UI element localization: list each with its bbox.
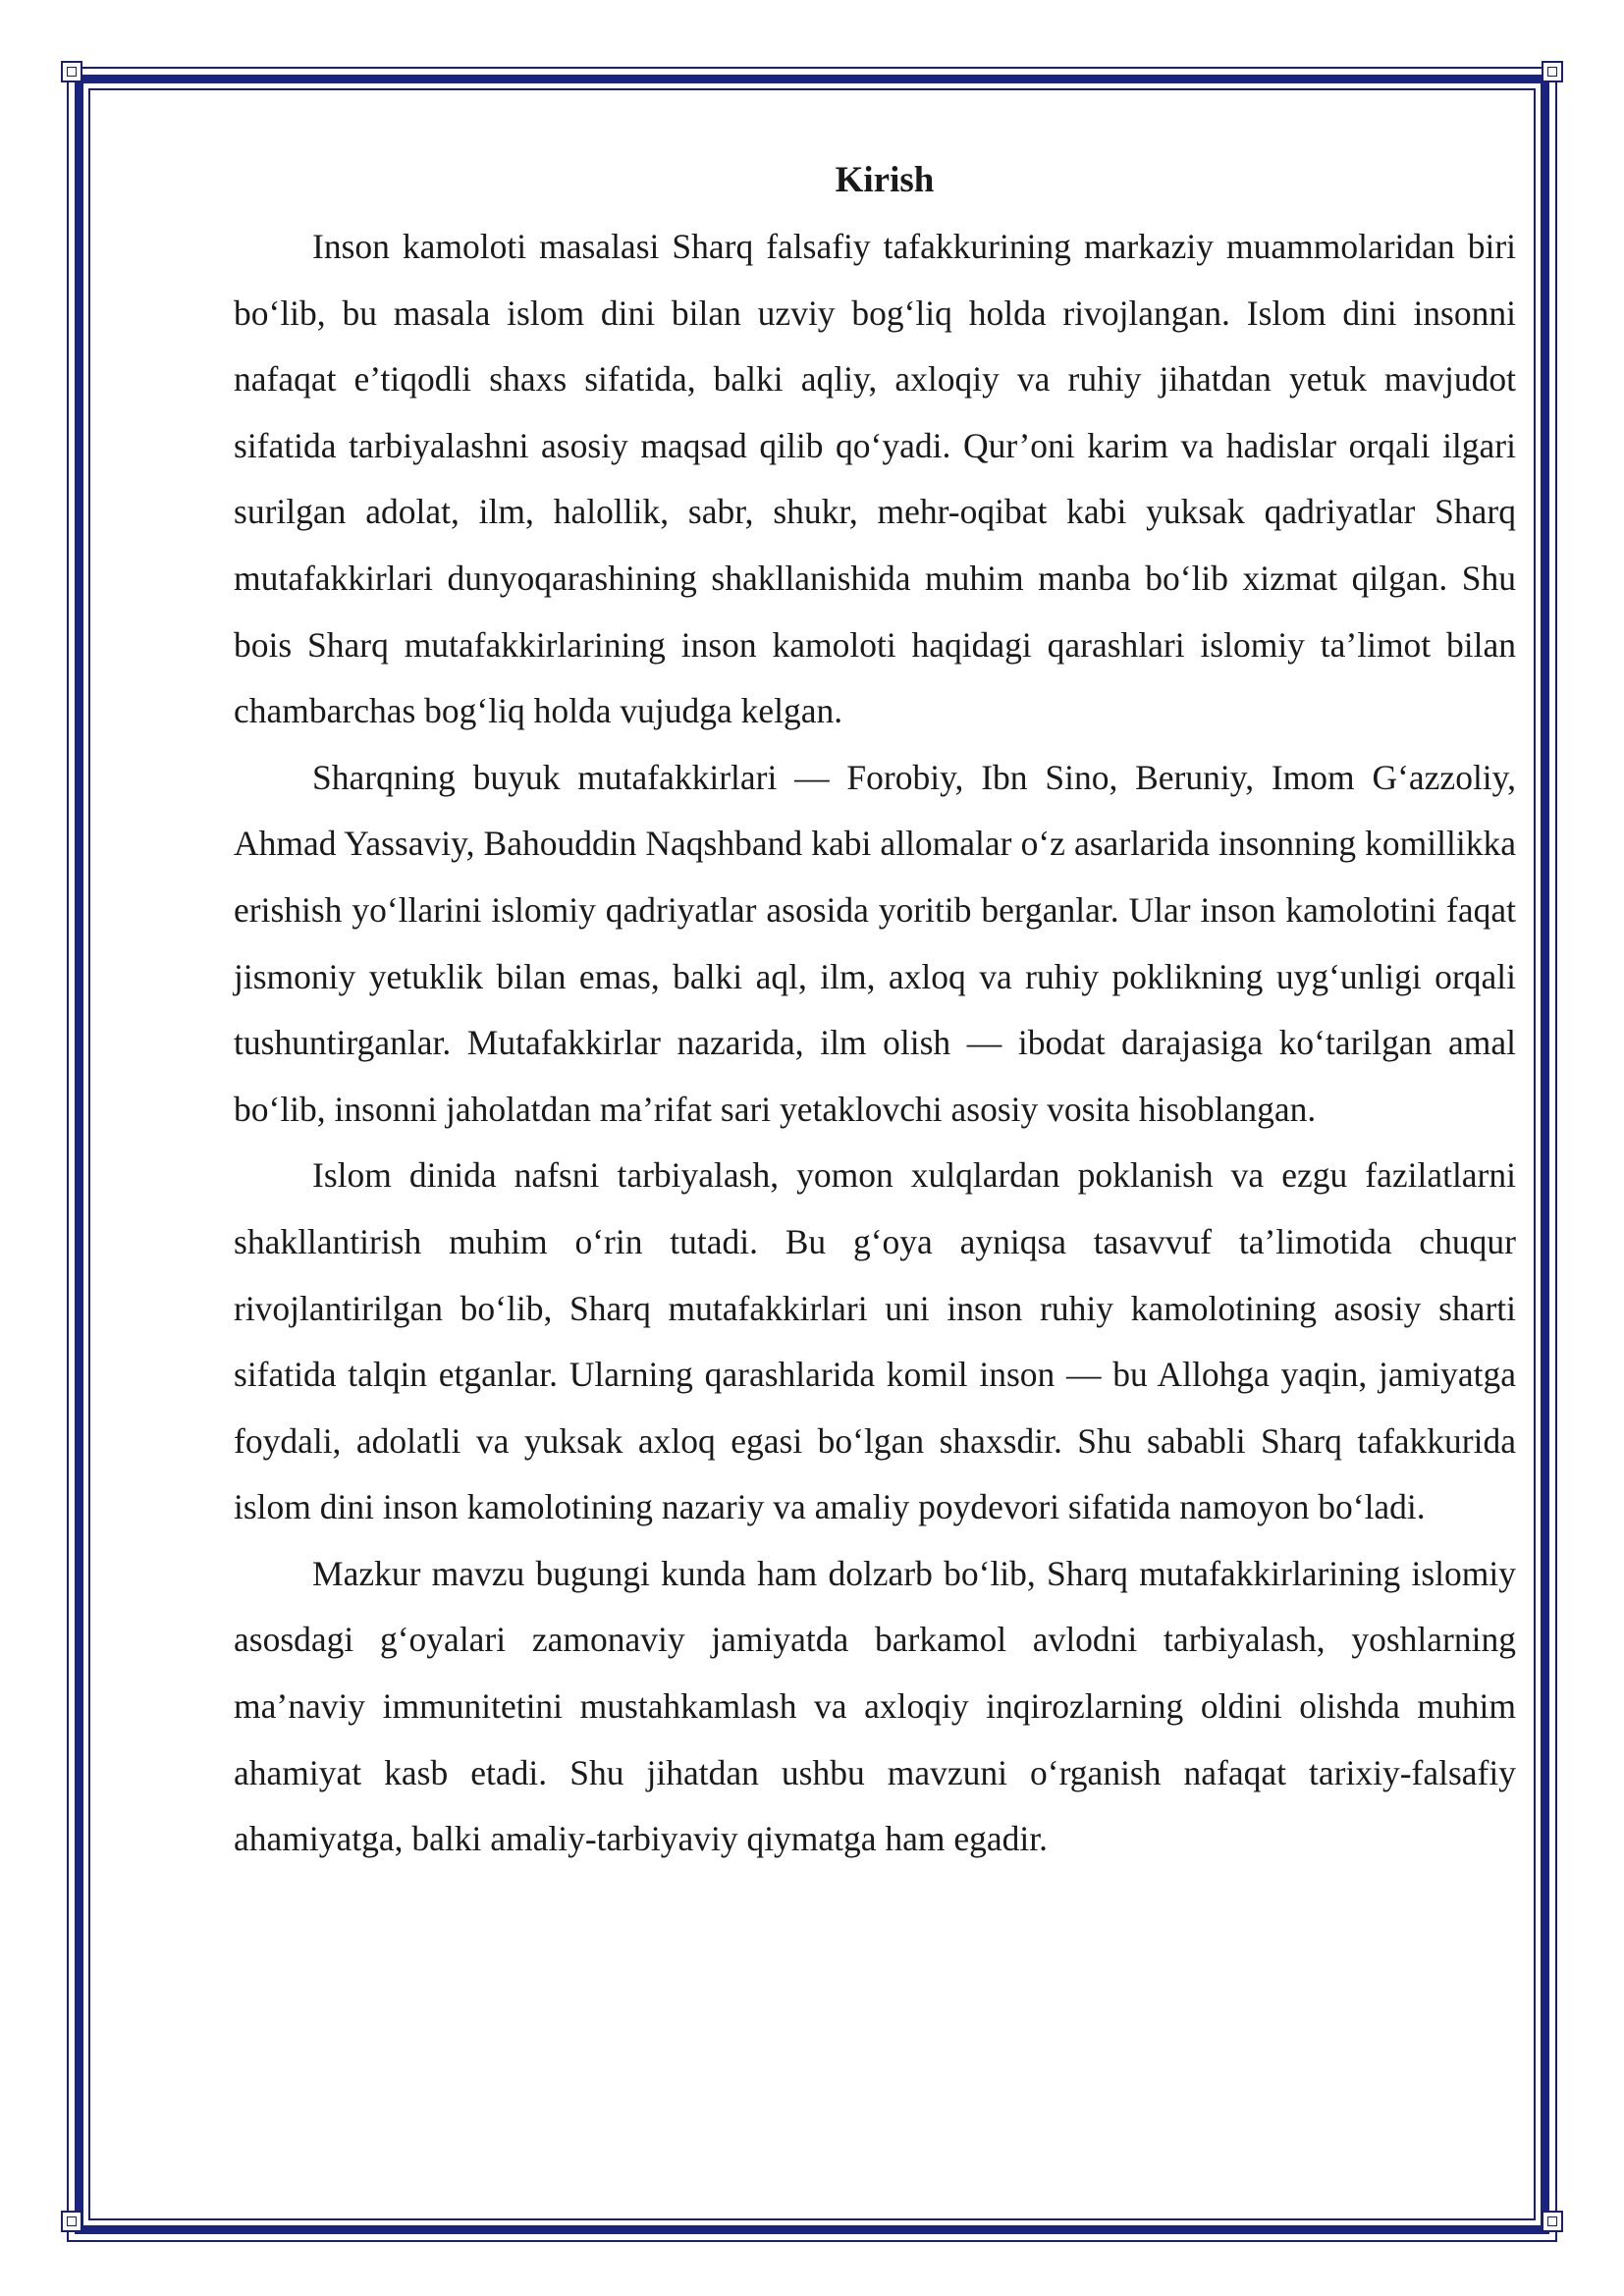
paragraph-3: Islom dinida nafsni tarbiyalash, yomon xulqlardan poklanish va ezgu fazilatlarni shakllantirish muhim o‘rin tutadi. Bu g‘oya ayniqsa tasavvuf ta’limotida chuqur rivojlantirilgan bo‘lib, Sharq mutafakkirlari uni inson ruhiy kamolotining asosiy sharti sifatida talqin etganlar. Ularning qarashlarida komil inson — bu Allohga yaqin, jamiyatga foydali, adolatli va yuksak axloq egasi bo‘lgan shaxsdir. Shu sababli Sharq tafakkurida islom dini inson kamolotining nazariy va amaliy poydevori sifatida namoyon bo‘ladi.: [234, 1155, 1516, 1527]
border-corner-ornament: [61, 61, 82, 82]
paragraph-1: Inson kamoloti masalasi Sharq falsafiy tafakkurining markaziy muammolaridan biri bo‘lib, bu masala islom dini bilan uzviy bog‘liq holda rivojlangan. Islom dini insonni nafaqat e’tiqodli shaxs sifatida, balki aqliy, axloqiy va ruhiy jihatdan yetuk mavjudot sifatida tarbiyalashni asosiy maqsad qilib qo‘yadi. Qur’oni karim va hadislar orqali ilgari surilgan adolat, ilm, halollik, sabr, shukr, mehr-oqibat kabi yuksak qadriyatlar Sharq mutafakkirlari dunyoqarashining shakllanishida muhim manba bo‘lib xizmat qilgan. Shu bois Sharq mutafakkirlarining inson kamoloti haqidagi qarashlari islomiy ta’limot bilan chambarchas bog‘liq holda vujudga kelgan.: [234, 227, 1516, 731]
border-corner-ornament: [1542, 2211, 1563, 2232]
page-title: Kirish: [835, 160, 935, 200]
border-corner-ornament: [1542, 61, 1563, 82]
paragraph-2: Sharqning buyuk mutafakkirlari — Forobiy, Ibn Sino, Beruniy, Imom G‘azzoliy, Ahmad Yassaviy, Bahouddin Naqshband kabi allomalar o‘z asarlarida insonning komillikka erishish yo‘llarini islomiy qadriyatlar asosida yoritib berganlar. Ular inson kamolotini faqat jismoniy yetuklik bilan emas, balki aql, ilm, axloq va ruhiy poklikning uyg‘unligi orqali tushuntirganlar. Mutafakkirlar nazarida, ilm olish — ibodat darajasiga ko‘tarilgan amal bo‘lib, insonni jaholatdan ma’rifat sari yetaklovchi asosiy vosita hisoblangan.: [234, 757, 1516, 1129]
document-body: [234, 147, 1516, 1873]
border-corner-ornament: [61, 2211, 82, 2232]
paragraph-4: Mazkur mavzu bugungi kunda ham dolzarb bo‘lib, Sharq mutafakkirlarining islomiy asosdagi g‘oyalari zamonaviy jamiyatda barkamol avlodni tarbiyalash, yoshlarning ma’naviy immunitetini mustahkamlash va axloqiy inqirozlarning oldini olishda muhim ahamiyat kasb etadi. Shu jihatdan ushbu mavzuni o‘rganish nafaqat tarixiy-falsafiy ahamiyatga, balki amaliy-tarbiyaviy qiymatga ham egadir.: [234, 1553, 1516, 1859]
